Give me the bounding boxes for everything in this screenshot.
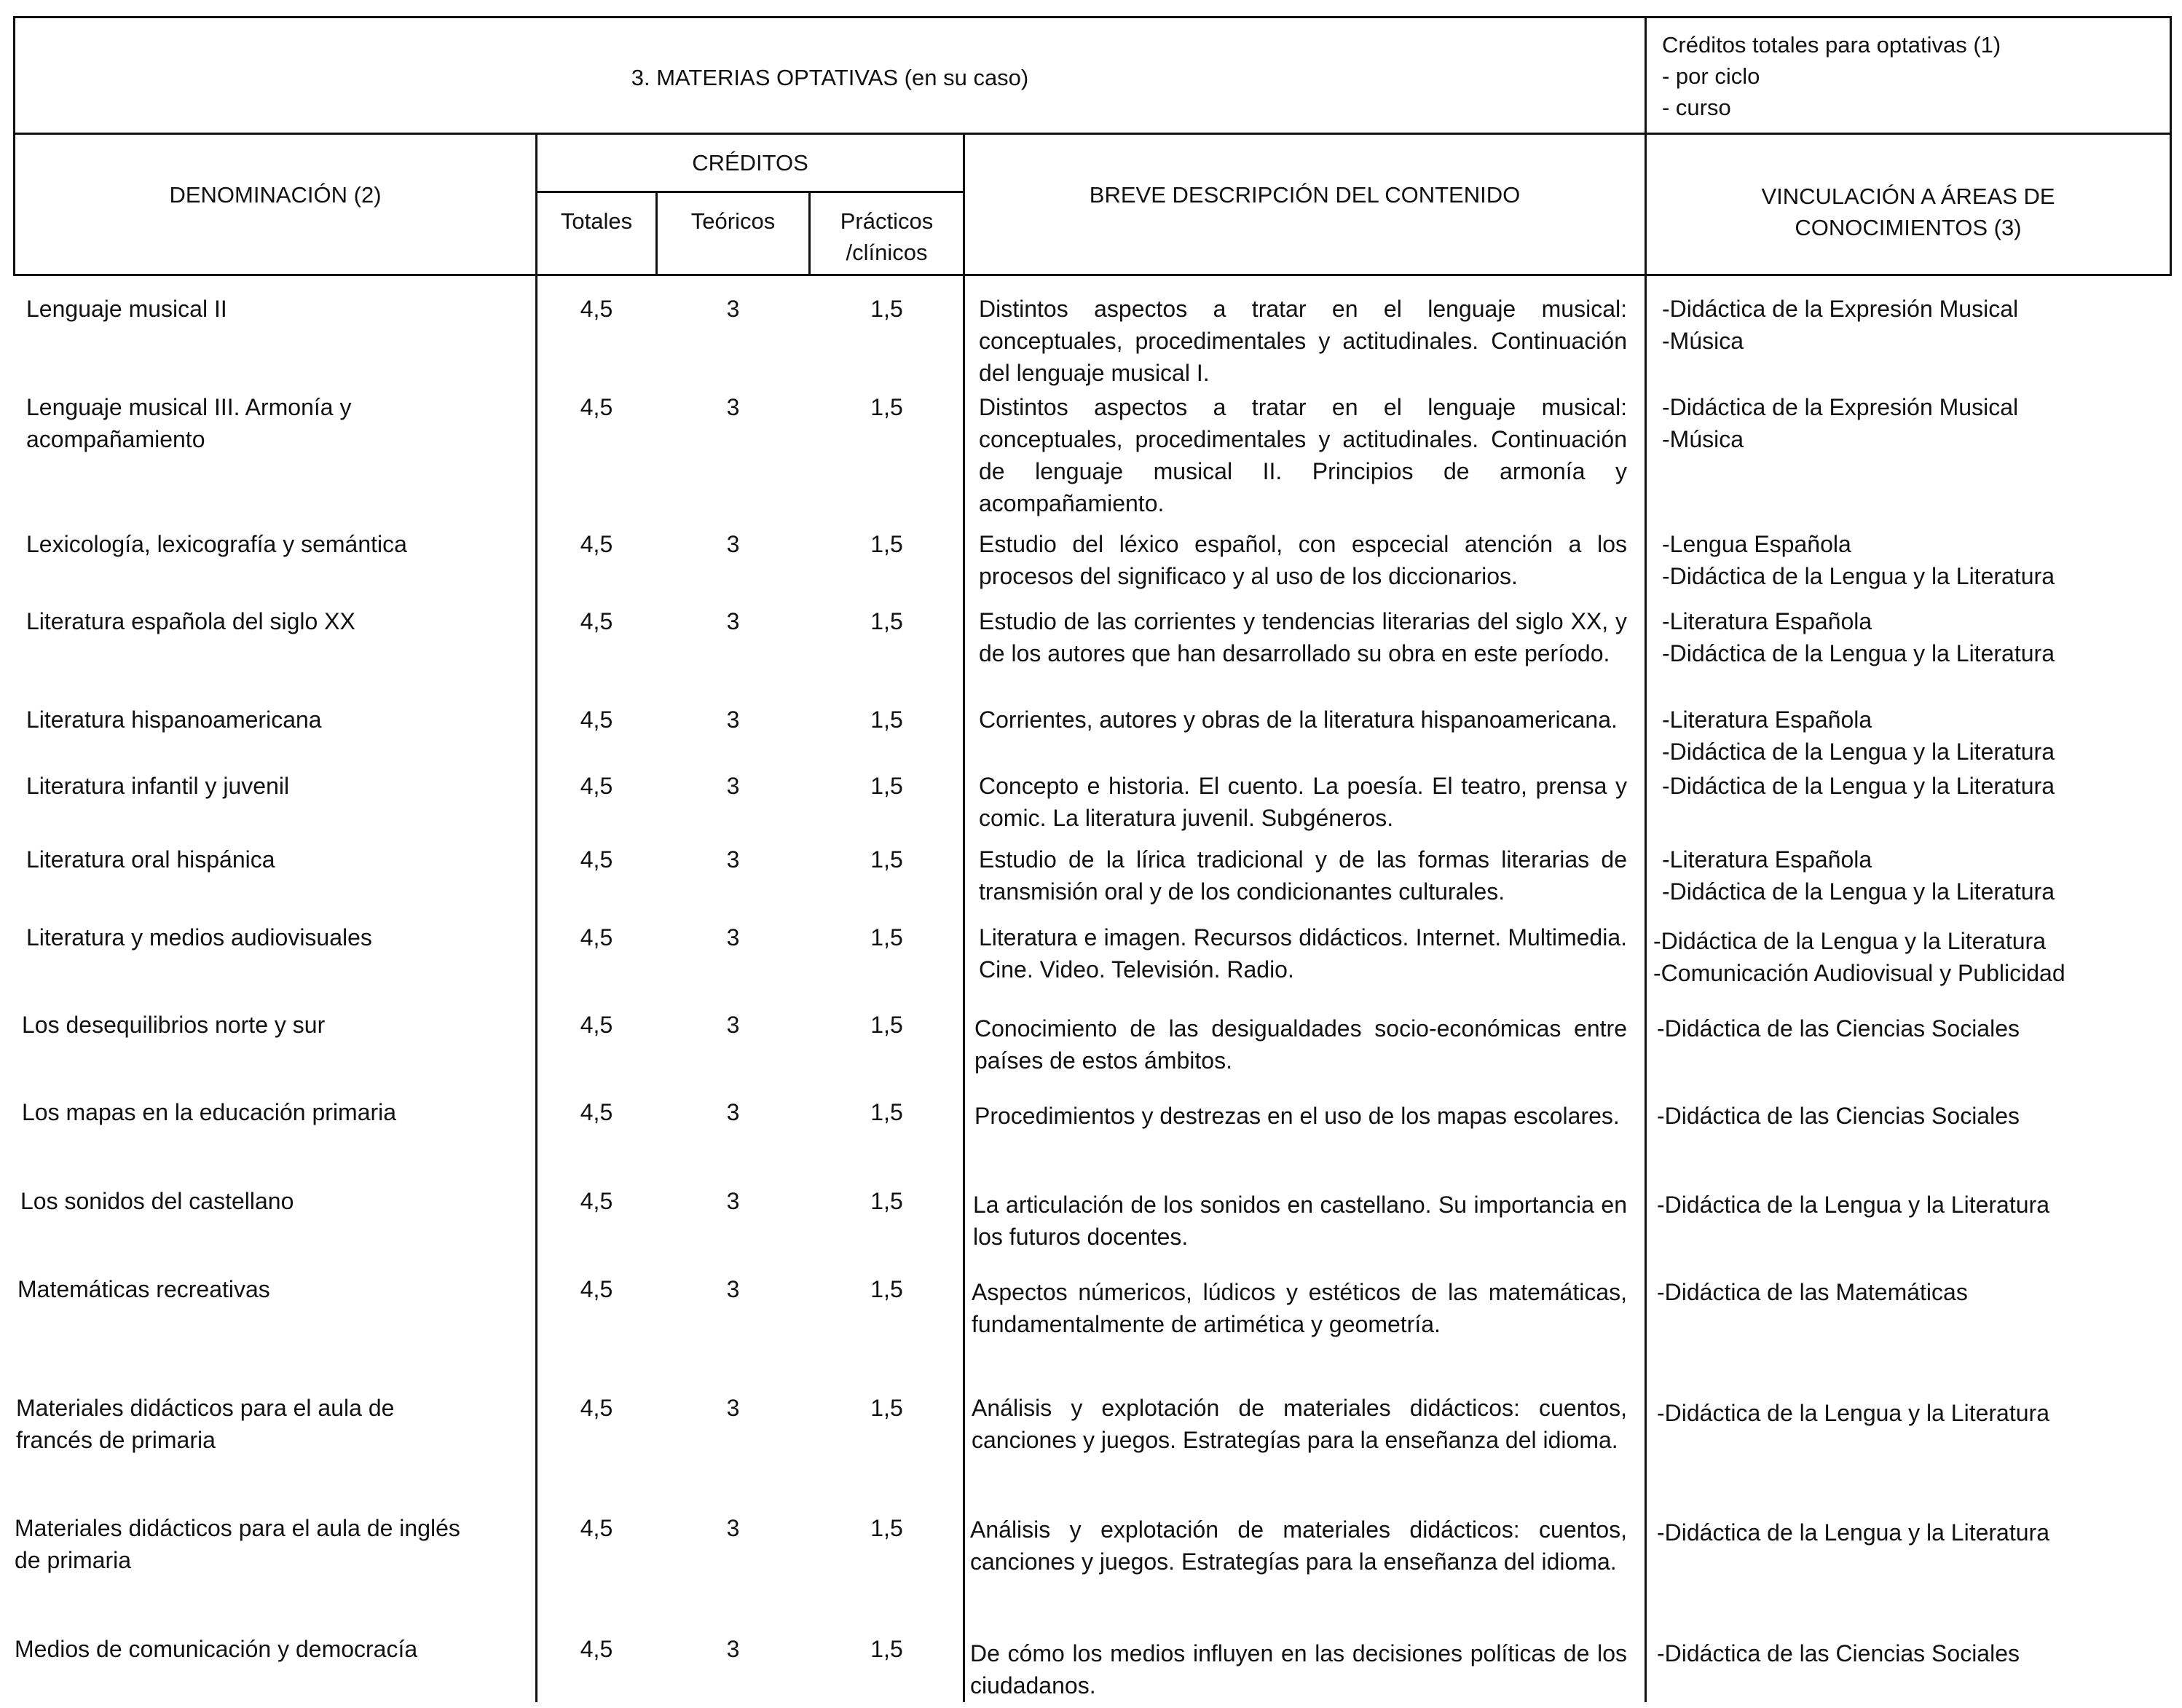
row-teoricos: 3 (726, 1395, 740, 1421)
col-header-totales (537, 205, 655, 237)
row-areas (1662, 528, 2165, 592)
row-description: Distintos aspectos a tratar en el lenguaje musical: conceptuales, procedimentales y actitudinales. Continuación del lenguaje musical I. (979, 296, 1627, 386)
row-practicos: 1,5 (870, 531, 903, 557)
col-header-descripcion-text: BREVE DESCRIPCIÓN DEL CONTENIDO (1089, 182, 1521, 208)
area-item: -Literatura Española (1662, 707, 1872, 733)
row-totales: 4,5 (580, 1636, 613, 1662)
col-header-denominacion-text: DENOMINACIÓN (2) (169, 182, 382, 208)
col-header-creditos-text: CRÉDITOS (692, 150, 808, 176)
row-totales: 4,5 (580, 707, 613, 733)
row-totales: 4,5 (580, 1515, 613, 1541)
row-name: Literatura española del siglo XX (26, 608, 355, 634)
row-practicos: 1,5 (870, 1636, 903, 1662)
row-description: De cómo los medios influyen en las decisiones políticas de los ciudadanos. (970, 1640, 1627, 1699)
row-description: Distintos aspectos a tratar en el lenguaje musical: conceptuales, procedimentales y actitudinales. Continuación de lenguaje musical II. Principios de armonía y acompañamiento. (979, 394, 1627, 516)
row-name: Materiales didácticos para el aula de inglés de primaria (15, 1515, 460, 1573)
row-teoricos: 3 (726, 1188, 740, 1214)
row-practicos: 1,5 (870, 394, 903, 420)
area-item: -Didáctica de la Lengua y la Literatura (1657, 1519, 2049, 1546)
area-item: -Didáctica de la Lengua y la Literatura (1662, 773, 2055, 799)
col-header-teoricos-text: Teóricos (690, 208, 776, 234)
area-item: -Didáctica de la Expresión Musical (1662, 394, 2019, 420)
row-totales: 4,5 (580, 1395, 613, 1421)
row-description: Conocimiento de las desigualdades socio-económicas entre países de estos ámbitos. (974, 1015, 1627, 1074)
section-title-text: 3. MATERIAS OPTATIVAS (en su caso) (631, 65, 1029, 90)
area-item: -Literatura Española (1662, 846, 1872, 873)
row-teoricos: 3 (726, 924, 740, 951)
rule-col-vinculacion (1645, 16, 1647, 1702)
row-name: Los mapas en la educación primaria (22, 1099, 397, 1125)
row-teoricos: 3 (726, 1012, 740, 1038)
row-areas (1662, 293, 2165, 357)
row-practicos: 1,5 (870, 1276, 903, 1302)
area-item: -Didáctica de la Lengua y la Literatura (1662, 640, 2055, 666)
row-totales: 4,5 (580, 1276, 613, 1302)
row-description: Literatura e imagen. Recursos didácticos. Internet. Multimedia. Cine. Video. Televisión. Radio. (979, 924, 1627, 983)
row-areas (1662, 391, 2165, 455)
row-practicos: 1,5 (870, 773, 903, 799)
row-teoricos: 3 (726, 846, 740, 873)
row-areas (1662, 770, 2165, 802)
row-practicos: 1,5 (870, 1012, 903, 1038)
row-practicos: 1,5 (870, 1188, 903, 1214)
row-areas (1662, 605, 2165, 669)
row-totales: 4,5 (580, 773, 613, 799)
rule-header-1 (13, 133, 2172, 135)
area-item: -Didáctica de la Lengua y la Literatura (1662, 563, 2055, 589)
row-name: Los sonidos del castellano (20, 1188, 294, 1214)
area-item: -Comunicación Audiovisual y Publicidad (1653, 960, 2065, 986)
row-name: Lenguaje musical III. Armonía y acompañamiento (26, 394, 352, 452)
row-areas (1653, 925, 2163, 989)
row-description: Corrientes, autores y obras de la literatura hispanoamericana. (979, 707, 1618, 733)
col-header-denominacion (15, 179, 535, 210)
row-description: Estudio de la lírica tradicional y de las formas literarias de transmisión oral y de los condicionantes culturales. (979, 846, 1627, 905)
col-header-practicos-line: /clínicos (846, 240, 928, 265)
row-name: Lexicología, lexicografía y semántica (26, 531, 407, 557)
area-item: -Didáctica de las Ciencias Sociales (1657, 1640, 2020, 1666)
rule-col-denominacion (535, 133, 537, 1702)
row-description: Procedimientos y destrezas en el uso de los mapas escolares. (974, 1103, 1620, 1129)
area-item: -Lengua Española (1662, 531, 1851, 557)
row-practicos: 1,5 (870, 296, 903, 322)
area-item: -Didáctica de la Lengua y la Literatura (1662, 878, 2055, 905)
row-practicos: 1,5 (870, 1395, 903, 1421)
section-title (15, 62, 1645, 93)
row-name: Medios de comunicación y democracía (15, 1636, 418, 1662)
row-practicos: 1,5 (870, 1099, 903, 1125)
row-areas (1657, 1100, 2159, 1132)
row-teoricos: 3 (726, 1276, 740, 1302)
col-header-practicos-line: Prácticos (840, 208, 934, 234)
row-teoricos: 3 (726, 531, 740, 557)
row-totales: 4,5 (580, 924, 613, 951)
row-name: Literatura infantil y juvenil (26, 773, 290, 799)
row-totales: 4,5 (580, 1099, 613, 1125)
row-totales: 4,5 (580, 608, 613, 634)
row-name: Literatura oral hispánica (26, 846, 275, 873)
row-areas (1657, 1516, 2159, 1548)
rule-creditos-sub (535, 191, 965, 193)
area-item: -Didáctica de las Matemáticas (1657, 1279, 1968, 1305)
row-areas (1657, 1276, 2159, 1308)
col-header-vinculacion (1647, 181, 2170, 243)
row-areas (1657, 1637, 2159, 1669)
row-name: Los desequilibrios norte y sur (22, 1012, 326, 1038)
area-item: -Didáctica de la Lengua y la Literatura (1653, 928, 2046, 954)
area-item: -Didáctica de las Ciencias Sociales (1657, 1103, 2020, 1129)
row-totales: 4,5 (580, 846, 613, 873)
row-totales: 4,5 (580, 1012, 613, 1038)
row-practicos: 1,5 (870, 846, 903, 873)
row-teoricos: 3 (726, 1515, 740, 1541)
area-item: -Didáctica de la Lengua y la Literatura (1657, 1192, 2049, 1218)
row-description: Concepto e historia. El cuento. La poesía. El teatro, prensa y comic. La literatura juvenil. Subgéneros. (979, 773, 1627, 831)
area-item: -Música (1662, 328, 1744, 354)
totals-note-line: Créditos totales para optativas (1) (1662, 32, 2001, 58)
row-teoricos: 3 (726, 296, 740, 322)
row-practicos: 1,5 (870, 924, 903, 951)
row-totales: 4,5 (580, 531, 613, 557)
row-teoricos: 3 (726, 773, 740, 799)
rule-right (2170, 16, 2172, 276)
row-description: Estudio del léxico español, con espcecial atención a los procesos del significaco y al uso de los diccionarios. (979, 531, 1627, 589)
row-areas (1657, 1189, 2159, 1221)
area-item: -Didáctica de la Lengua y la Literatura (1662, 739, 2055, 765)
row-teoricos: 3 (726, 1099, 740, 1125)
row-areas (1657, 1397, 2159, 1429)
totals-note-line: - por ciclo (1662, 63, 1760, 89)
row-description: Análisis y explotación de materiales didácticos: cuentos, canciones y juegos. Estrategías para la enseñanza del idioma. (972, 1395, 1627, 1453)
row-name: Literatura hispanoamericana (26, 707, 322, 733)
area-item: -Didáctica de la Expresión Musical (1662, 296, 2019, 322)
row-description: La articulación de los sonidos en castellano. Su importancia en los futuros docentes. (973, 1192, 1627, 1250)
row-teoricos: 3 (726, 394, 740, 420)
row-name: Literatura y medios audiovisuales (26, 924, 372, 951)
totals-note (1662, 29, 2165, 123)
col-header-vinculacion-line: CONOCIMIENTOS (3) (1795, 215, 2022, 240)
row-teoricos: 3 (726, 1636, 740, 1662)
col-header-descripcion (965, 179, 1645, 210)
area-item: -Didáctica de las Ciencias Sociales (1657, 1015, 2020, 1042)
col-header-teoricos (658, 205, 808, 237)
col-header-totales-text: Totales (560, 208, 633, 234)
row-practicos: 1,5 (870, 1515, 903, 1541)
col-header-creditos (537, 147, 963, 178)
totals-note-line: - curso (1662, 95, 1731, 120)
row-practicos: 1,5 (870, 707, 903, 733)
row-description: Aspectos númericos, lúdicos y estéticos de las matemáticas, fundamentalmente de artimética y geometría. (972, 1279, 1627, 1337)
row-practicos: 1,5 (870, 608, 903, 634)
rule-top (13, 16, 2172, 18)
rule-left (13, 16, 15, 276)
rule-col-descripcion (963, 133, 965, 1702)
row-totales: 4,5 (580, 394, 613, 420)
rule-header-bottom (13, 274, 2172, 276)
row-description: Estudio de las corrientes y tendencias literarias del siglo XX, y de los autores que han desarrollado su obra en este período. (979, 608, 1627, 666)
row-name: Matemáticas recreativas (17, 1276, 270, 1302)
row-areas (1657, 1012, 2159, 1044)
row-description: Análisis y explotación de materiales didácticos: cuentos, canciones y juegos. Estrategías para la enseñanza del idioma. (970, 1516, 1627, 1575)
area-item: -Música (1662, 426, 1744, 452)
row-teoricos: 3 (726, 707, 740, 733)
row-name: Materiales didácticos para el aula de francés de primaria (16, 1395, 395, 1453)
row-totales: 4,5 (580, 1188, 613, 1214)
row-name: Lenguaje musical II (26, 296, 227, 322)
area-item: -Didáctica de la Lengua y la Literatura (1657, 1400, 2049, 1426)
row-totales: 4,5 (580, 296, 613, 322)
col-header-vinculacion-line: VINCULACIÓN A ÁREAS DE (1761, 184, 2055, 209)
row-teoricos: 3 (726, 608, 740, 634)
row-areas (1662, 704, 2165, 768)
col-header-practicos (811, 205, 963, 268)
row-areas (1662, 843, 2165, 908)
area-item: -Literatura Española (1662, 608, 1872, 634)
